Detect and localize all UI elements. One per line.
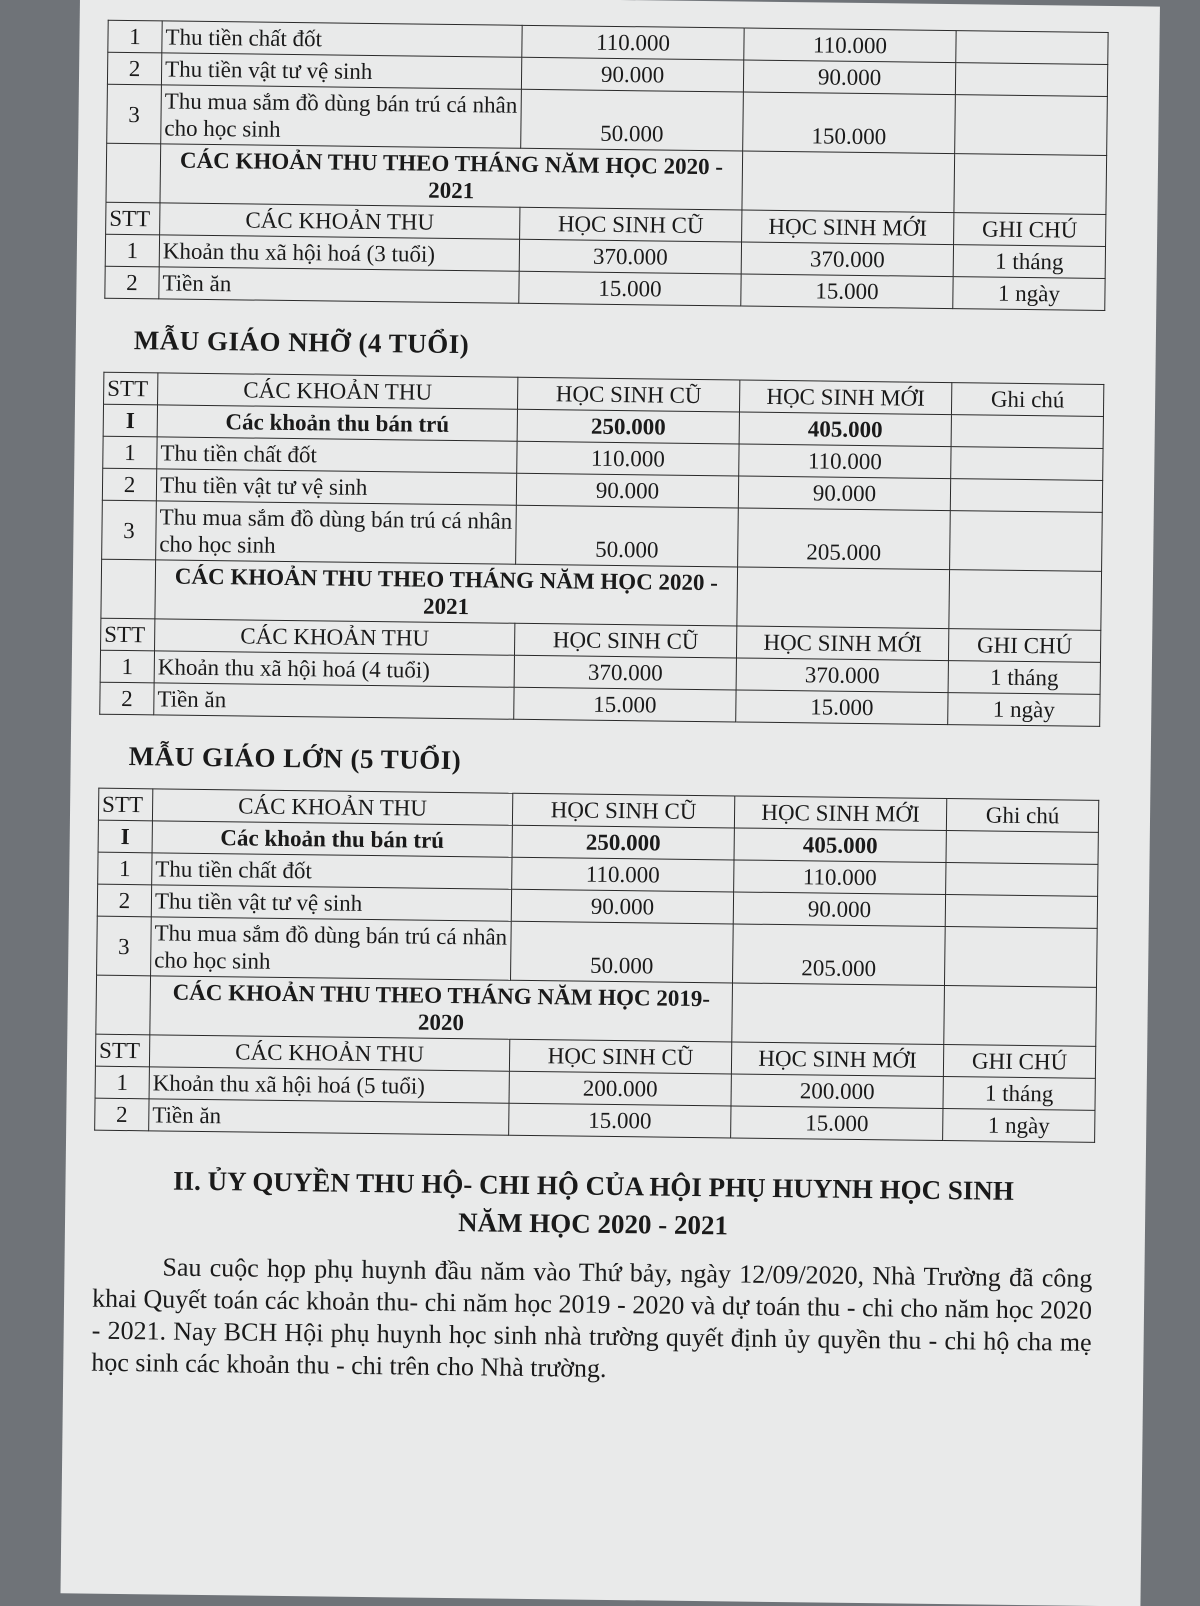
group-stt-cell: I [103, 404, 157, 437]
new-student-cell: 15.000 [736, 690, 948, 725]
empty-cell [732, 983, 945, 1045]
new-student-cell: 110.000 [734, 860, 946, 895]
old-student-header: HỌC SINH CŨ [509, 1039, 731, 1074]
note-cell [945, 895, 1097, 929]
new-student-cell: 90.000 [738, 476, 950, 511]
new-student-header: HỌC SINH MỚI [731, 1042, 943, 1077]
new-student-header: HỌC SINH MỚI [736, 626, 948, 661]
stt-header: STT [106, 202, 160, 235]
empty-cell [96, 975, 151, 1035]
empty-cell [949, 570, 1102, 631]
group-name-cell: Các khoản thu bán trú [157, 405, 517, 441]
note-header: GHI CHÚ [943, 1045, 1095, 1079]
fee-name-header: CÁC KHOẢN THU [149, 1035, 509, 1071]
stt-cell: 1 [108, 20, 162, 53]
stt-cell: 2 [97, 884, 151, 917]
group-old-cell: 250.000 [512, 825, 734, 860]
empty-cell [742, 151, 955, 213]
note-cell [944, 927, 1097, 988]
note-cell: 1 ngày [943, 1109, 1095, 1143]
fee-name-cell: Thu mua sắm đồ dùng bán trú cá nhân cho học sinh [151, 917, 512, 980]
empty-cell [954, 154, 1107, 215]
fee-name-cell: Thu tiền chất đốt [152, 853, 512, 889]
fee-table-4-years [99, 372, 1104, 727]
stt-header: STT [95, 1034, 149, 1067]
note-header: Ghi chú [946, 799, 1098, 833]
old-student-cell: 370.000 [519, 239, 741, 274]
new-student-header: HỌC SINH MỚI [739, 380, 951, 415]
section-title-4-years: MẪU GIÁO NHỠ (4 TUỔI) [133, 325, 470, 360]
fee-name-cell: Thu tiền chất đốt [157, 437, 517, 473]
note-header: GHI CHÚ [954, 213, 1106, 247]
old-student-header: HỌC SINH CŨ [520, 207, 742, 242]
part2-paragraph: Sau cuộc họp phụ huynh đầu năm vào Thứ bảy, ngày 12/09/2020, Nhà Trường đã công khai Quyết toán các khoản thu- chi năm học 2019 - 2020 và dự toán thu - chi cho năm học 2020 - 2021. Nay BCH Hội phụ huynh học sinh nhà trường quyết định ủy quyền thu - chi hộ cha mẹ học sinh các khoản thu - chi trên cho Nhà trường. [91, 1252, 1093, 1383]
fee-table-5-years [94, 788, 1099, 1143]
note-header: Ghi chú [951, 383, 1103, 417]
fee-name-cell: Thu tiền vật tư vệ sinh [161, 53, 521, 89]
new-student-cell: 370.000 [741, 242, 953, 277]
note-cell [955, 95, 1108, 156]
stt-header: STT [101, 618, 155, 651]
old-student-cell: 200.000 [509, 1071, 731, 1106]
new-student-cell: 15.000 [741, 274, 953, 309]
stt-cell: 3 [97, 916, 152, 976]
empty-cell [946, 831, 1098, 865]
new-student-header: HỌC SINH MỚI [734, 796, 946, 831]
stt-header: STT [98, 788, 152, 821]
stt-cell: 2 [100, 682, 154, 715]
new-student-header: HỌC SINH MỚI [742, 210, 954, 245]
old-student-cell: 110.000 [512, 857, 734, 892]
fee-table-3-years [104, 20, 1108, 311]
new-student-cell: 200.000 [731, 1074, 943, 1109]
fee-name-cell: Tiền ăn [154, 683, 514, 719]
new-student-cell: 110.000 [744, 28, 956, 63]
old-student-cell: 15.000 [519, 271, 741, 306]
stt-cell: 1 [98, 852, 152, 885]
fee-name-cell: Tiền ăn [159, 267, 519, 303]
empty-cell [944, 986, 1097, 1047]
old-student-header: HỌC SINH CŨ [517, 377, 739, 412]
fee-name-header: CÁC KHOẢN THU [152, 789, 512, 825]
new-student-cell: 90.000 [733, 892, 945, 927]
new-student-cell: 110.000 [739, 444, 951, 479]
empty-cell [106, 143, 161, 203]
part2-heading [93, 1161, 1094, 1249]
note-header: GHI CHÚ [948, 629, 1100, 663]
stt-cell: 3 [107, 84, 162, 144]
stt-header: STT [104, 372, 158, 405]
stt-cell: 1 [100, 650, 154, 683]
note-cell: 1 ngày [948, 693, 1100, 727]
new-student-cell: 150.000 [743, 92, 956, 154]
group-new-cell: 405.000 [739, 412, 951, 447]
stt-cell: 2 [107, 52, 161, 85]
note-cell [950, 511, 1103, 572]
fee-name-cell: Thu tiền vật tư vệ sinh [151, 885, 511, 921]
new-student-cell: 205.000 [732, 924, 945, 986]
fee-name-cell: Thu tiền vật tư vệ sinh [156, 469, 516, 505]
old-student-cell: 90.000 [516, 473, 738, 508]
stt-cell: 2 [105, 266, 159, 299]
fee-name-header: CÁC KHOẢN THU [155, 619, 515, 655]
old-student-cell: 15.000 [514, 687, 736, 722]
section-title-5-years: MẪU GIÁO LỚN (5 TUỔI) [128, 741, 462, 776]
fee-name-cell: Tiền ăn [149, 1099, 509, 1135]
part2-heading-line2: NĂM HỌC 2020 - 2021 [457, 1207, 729, 1241]
stt-cell: 1 [105, 234, 159, 267]
new-student-cell: 205.000 [738, 508, 951, 570]
old-student-cell: 110.000 [522, 25, 744, 60]
fee-name-header: CÁC KHOẢN THU [158, 373, 518, 409]
monthly-section-title: CÁC KHOẢN THU THEO THÁNG NĂM HỌC 2020 - 2021 [155, 560, 738, 626]
new-student-cell: 90.000 [743, 60, 955, 95]
old-student-cell: 90.000 [521, 57, 743, 92]
note-cell: 1 ngày [953, 277, 1105, 311]
group-old-cell: 250.000 [517, 409, 739, 444]
stt-cell: 3 [102, 500, 157, 560]
stt-cell: 1 [95, 1066, 149, 1099]
group-new-cell: 405.000 [734, 828, 946, 863]
fee-name-cell: Thu mua sắm đồ dùng bán trú cá nhân cho học sinh [156, 501, 517, 564]
note-cell: 1 tháng [953, 245, 1105, 279]
old-student-header: HỌC SINH CŨ [512, 793, 734, 828]
fee-name-cell: Khoản thu xã hội hoá (3 tuổi) [159, 235, 519, 271]
part2-heading-line1: II. ỦY QUYỀN THU HỘ- CHI HỘ CỦA HỘI PHỤ HUYNH HỌC SINH [172, 1165, 1015, 1206]
empty-cell [951, 415, 1103, 449]
old-student-header: HỌC SINH CŨ [514, 623, 736, 658]
old-student-cell: 50.000 [521, 89, 744, 151]
note-cell: 1 tháng [943, 1077, 1095, 1111]
document-page [60, 0, 1159, 1606]
document-content [91, 20, 1108, 1391]
note-cell [951, 447, 1103, 481]
old-student-cell: 110.000 [517, 441, 739, 476]
new-student-cell: 370.000 [736, 658, 948, 693]
fee-name-cell: Khoản thu xã hội hoá (4 tuổi) [154, 651, 514, 687]
note-cell [950, 479, 1102, 513]
new-student-cell: 15.000 [731, 1106, 943, 1141]
note-cell: 1 tháng [948, 661, 1100, 695]
group-name-cell: Các khoản thu bán trú [152, 821, 512, 857]
empty-cell [101, 559, 156, 619]
fee-name-cell: Khoản thu xã hội hoá (5 tuổi) [149, 1067, 509, 1103]
old-student-cell: 15.000 [509, 1103, 731, 1138]
old-student-cell: 50.000 [516, 505, 739, 567]
note-cell [946, 863, 1098, 897]
group-stt-cell: I [98, 820, 152, 853]
stt-cell: 2 [95, 1098, 149, 1131]
fee-name-cell: Thu tiền chất đốt [162, 21, 522, 57]
fee-name-cell: Thu mua sắm đồ dùng bán trú cá nhân cho học sinh [161, 85, 522, 148]
stt-cell: 2 [102, 468, 156, 501]
monthly-section-title: CÁC KHOẢN THU THEO THÁNG NĂM HỌC 2020 - 2021 [160, 144, 743, 210]
old-student-cell: 90.000 [511, 889, 733, 924]
old-student-cell: 370.000 [514, 655, 736, 690]
empty-cell [737, 567, 950, 629]
note-cell [956, 31, 1108, 65]
fee-name-header: CÁC KHOẢN THU [160, 203, 520, 239]
note-cell [955, 63, 1107, 97]
stt-cell: 1 [103, 436, 157, 469]
monthly-section-title: CÁC KHOẢN THU THEO THÁNG NĂM HỌC 2019- 2020 [150, 976, 733, 1042]
old-student-cell: 50.000 [511, 921, 734, 983]
